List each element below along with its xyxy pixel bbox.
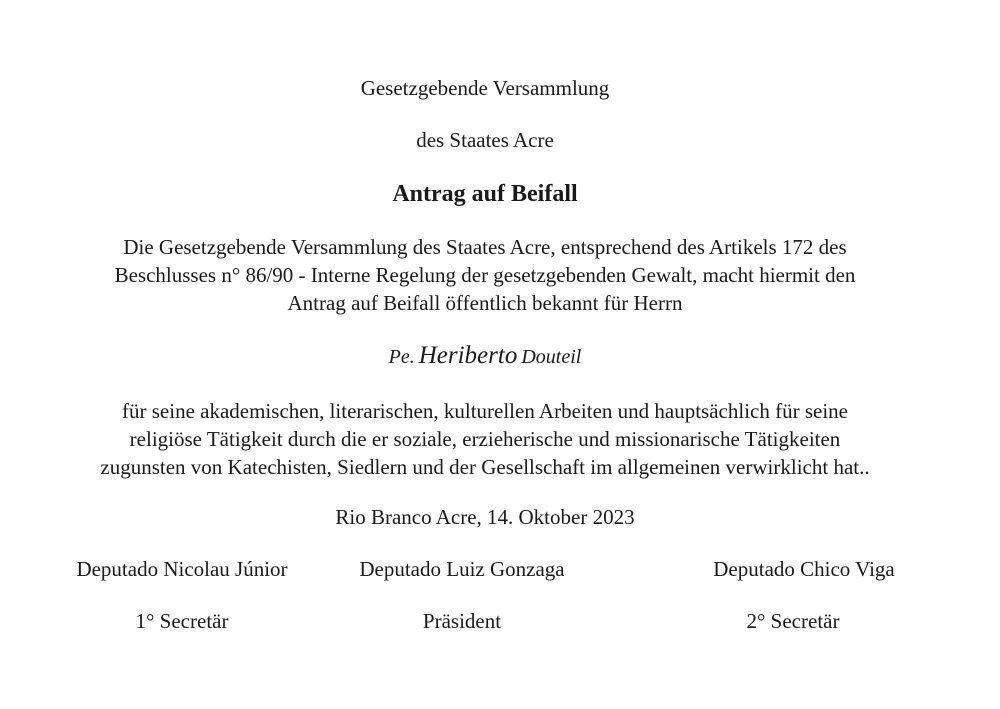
honoree-name	[0, 342, 970, 370]
reason-line: für seine akademischen, literarischen, kulturellen Arbeiten und hauptsächlich für seine	[122, 399, 848, 423]
signatory-role-2: Präsident	[422, 609, 502, 633]
intro-paragraph	[0, 233, 970, 317]
document-title: Antrag auf Beifall	[392, 181, 578, 207]
reason-paragraph	[0, 397, 970, 481]
assembly-name: Gesetzgebende Versammlung	[360, 76, 610, 100]
intro-line: Die Gesetzgebende Versammlung des Staates Acre, entsprechend des Artikels 172 des	[123, 235, 847, 259]
place-date: Rio Branco Acre, 14. Oktober 2023	[335, 505, 635, 529]
signatory-role-3: 2° Secretär	[746, 609, 840, 633]
signatory-role-1: 1° Secretär	[135, 609, 229, 633]
honoree-prefix: Pe.	[388, 346, 415, 368]
signatory-name-3: Deputado Chico Viga	[713, 557, 895, 581]
signatory-name-1: Deputado Nicolau Júnior	[76, 557, 288, 581]
intro-line: Beschlusses n° 86/90 - Interne Regelung der gesetzgebenden Gewalt, macht hiermit den	[114, 263, 856, 287]
intro-line: Antrag auf Beifall öffentlich bekannt für Herrn	[287, 291, 683, 315]
honoree-last-name: Douteil	[521, 346, 582, 368]
reason-line: zugunsten von Katechisten, Siedlern und der Gesellschaft im allgemeinen verwirklicht hat..	[100, 455, 870, 479]
honoree-first-name: Heriberto	[418, 342, 518, 369]
state-name: des Staates Acre	[416, 128, 554, 152]
signatory-name-2: Deputado Luiz Gonzaga	[359, 557, 565, 581]
reason-line: religiöse Tätigkeit durch die er soziale, erzieherische und missionarische Tätigkeiten	[129, 427, 841, 451]
